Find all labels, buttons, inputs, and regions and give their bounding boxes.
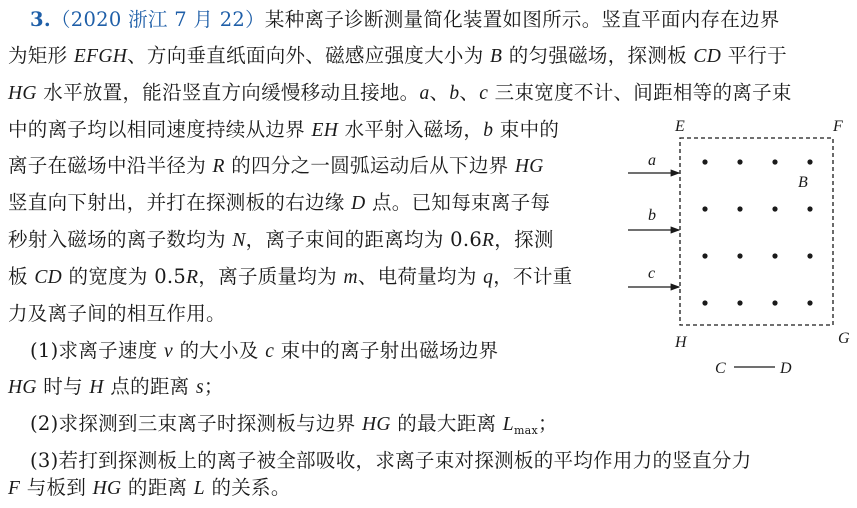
- label-e: E: [675, 118, 685, 135]
- field-dot: [702, 253, 707, 258]
- field-dot: [807, 300, 812, 305]
- field-dot: [772, 206, 777, 211]
- field-dots: [702, 159, 812, 305]
- field-dot: [772, 300, 777, 305]
- field-dot: [807, 206, 812, 211]
- field-dot: [772, 159, 777, 164]
- field-dot: [737, 300, 742, 305]
- text-line-9: 力及离子间的相互作用。: [8, 302, 226, 325]
- text-line-2: 为矩形 EFGH、方向垂直纸面向外、磁感应强度大小为 B 的匀强磁场，探测板 CD 平行于: [8, 44, 788, 67]
- label-field-b: B: [798, 174, 808, 191]
- question-1: (1)求离子速度 v 的大小及 c 束中的离子射出磁场边界: [30, 339, 499, 362]
- text-line-7: 秒射入磁场的离子数均为 N，离子束间的距离均为 0.6R，探测: [8, 228, 554, 251]
- problem-source: （2020 浙江 7 月 22）: [50, 8, 265, 31]
- field-dot: [702, 206, 707, 211]
- label-beam-c: c: [648, 265, 656, 282]
- question-1-cont: HG 时与 H 点的距离 s；: [8, 375, 224, 398]
- label-beam-a: a: [648, 152, 656, 169]
- field-dot: [737, 253, 742, 258]
- text-line-6: 竖直向下射出，并打在探测板的右边缘 D 点。已知每束离子每: [8, 191, 551, 214]
- field-dot: [737, 159, 742, 164]
- label-h: H: [675, 334, 687, 351]
- text-line-3: HG 水平放置，能沿竖直方向缓慢移动且接地。a、b、c 三束宽度不计、间距相等的离子束: [8, 81, 792, 104]
- question-2: (2)求探测到三束离子时探测板与边界 HG 的最大距离 $L_{max}$；: [30, 412, 558, 437]
- text-line-1: 3.（2020 浙江 7 月 22）某种离子诊断测量简化装置如图所示。竖直平面内存在边界: [30, 8, 780, 31]
- problem-number: 3.: [30, 8, 51, 31]
- label-f: F: [833, 118, 843, 135]
- magnetic-field-diagram: [620, 115, 855, 385]
- text-line-8: 板 CD 的宽度为 0.5R，离子质量均为 m、电荷量均为 q，不计重: [8, 265, 573, 288]
- field-dot: [807, 253, 812, 258]
- label-beam-b: b: [648, 207, 656, 224]
- label-plate-c: C: [715, 360, 726, 377]
- field-dot: [702, 159, 707, 164]
- question-3: (3)若打到探测板上的离子被全部吸收，求离子束对探测板的平均作用力的竖直分力: [30, 449, 752, 472]
- field-dot: [737, 206, 742, 211]
- field-dot: [702, 300, 707, 305]
- question-3-cont: F 与板到 HG 的距离 L 的关系。: [8, 476, 291, 499]
- text-line-5: 离子在磁场中沿半径为 R 的四分之一圆弧运动后从下边界 HG: [8, 154, 544, 177]
- label-g: G: [838, 330, 850, 347]
- field-dot: [772, 253, 777, 258]
- field-boundary-efgh: [680, 138, 833, 325]
- label-plate-d: D: [780, 360, 792, 377]
- field-dot: [807, 159, 812, 164]
- text-line-4: 中的离子均以相同速度持续从边界 EH 水平射入磁场，b 束中的: [8, 118, 560, 141]
